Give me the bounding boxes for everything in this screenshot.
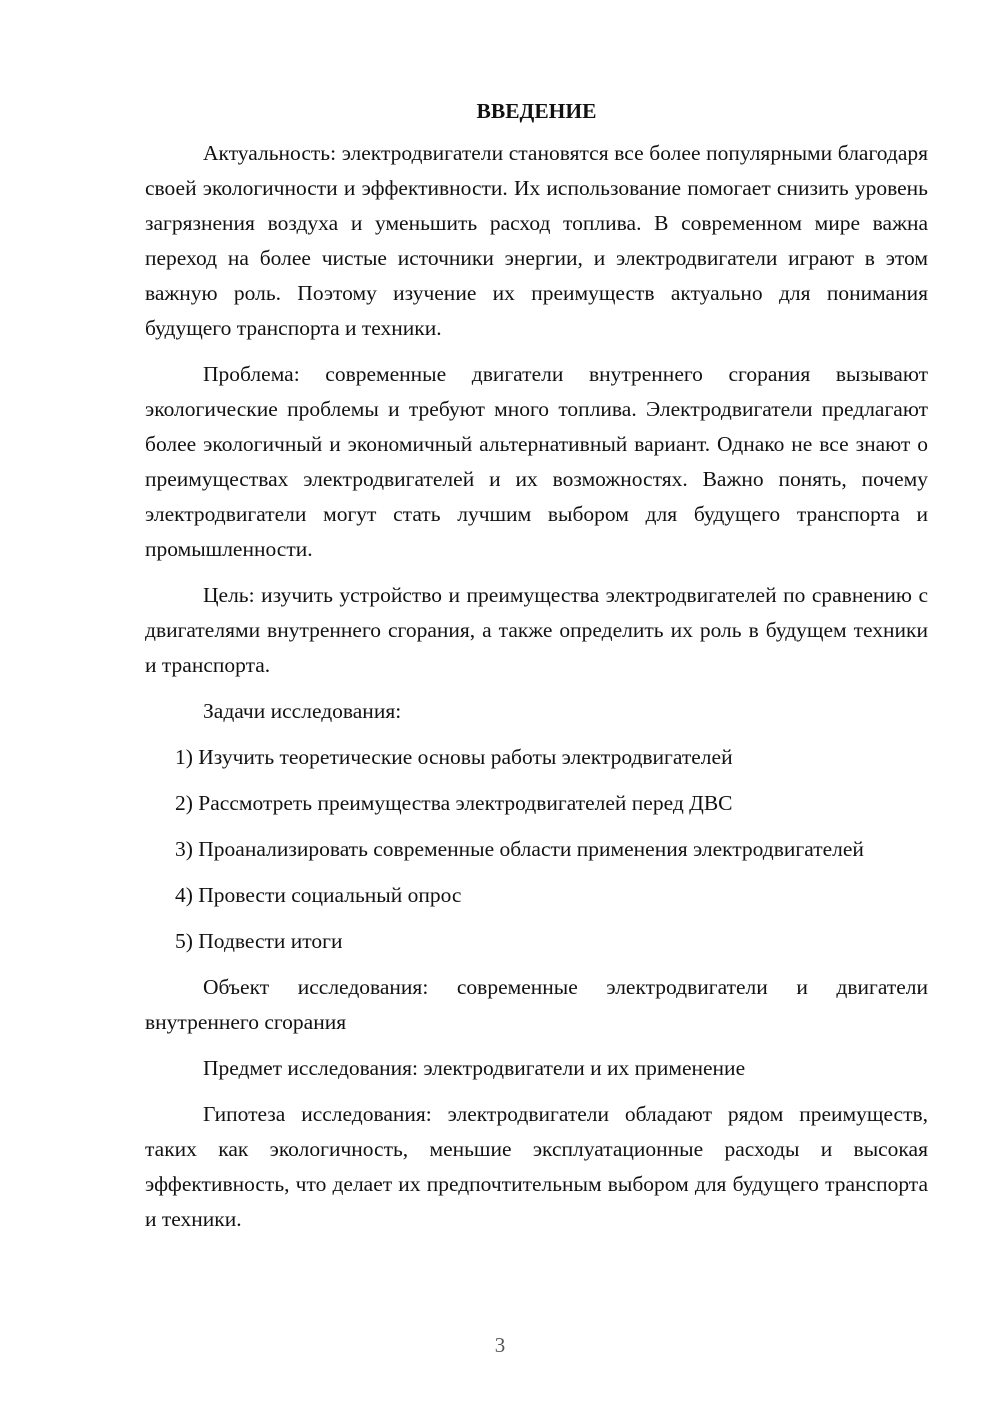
task-item-5: 5) Подвести итоги [175, 929, 343, 953]
tasks-heading: Задачи исследования: [203, 699, 402, 723]
subject-paragraph: Предмет исследования: электродвигатели и их применение [203, 1056, 746, 1080]
task-item-2: 2) Рассмотреть преимущества электродвигателей перед ДВС [175, 791, 733, 815]
goal-paragraph: Цель: изучить устройство и преимущества электродвигателей по сравнению с двигателями внутреннего сгорания, а также определить их роль в будущем техники и транспорта. [145, 583, 928, 677]
task-item-4: 4) Провести социальный опрос [175, 883, 462, 907]
task-item-1: 1) Изучить теоретические основы работы электродвигателей [175, 745, 733, 769]
problem-paragraph: Проблема: современные двигатели внутреннего сгорания вызывают экологические проблемы и требуют много топлива. Электродвигатели предлагают более экологичный и экономичный альтернативный вариант. Однако не все знают о преимуществах электродвигателей и их возможностях. Важно понять, почему электродвигатели могут стать лучшим выбором для будущего транспорта и промышленности. [145, 362, 928, 561]
relevance-paragraph: Актуальность: электродвигатели становятся все более популярными благодаря своей экологичности и эффективности. Их использование помогает снизить уровень загрязнения воздуха и уменьшить расход топлива. В современном мире важна переход на более чистые источники энергии, и электродвигатели играют в этом важную роль. Поэтому изучение их преимуществ актуально для понимания будущего транспорта и техники. [145, 141, 928, 340]
page-content [145, 96, 928, 1248]
object-paragraph: Объект исследования: современные электродвигатели и двигатели внутреннего сгорания [145, 975, 928, 1034]
section-title: ВВЕДЕНИЕ [476, 99, 597, 123]
task-item-3: 3) Проанализировать современные области применения электродвигателей [175, 837, 864, 861]
page-number: 3 [494, 1333, 506, 1357]
hypothesis-paragraph: Гипотеза исследования: электродвигатели обладают рядом преимуществ, таких как экологичность, меньшие эксплуатационные расходы и высокая эффективность, что делает их предпочтительным выбором для будущего транспорта и техники. [145, 1102, 928, 1231]
